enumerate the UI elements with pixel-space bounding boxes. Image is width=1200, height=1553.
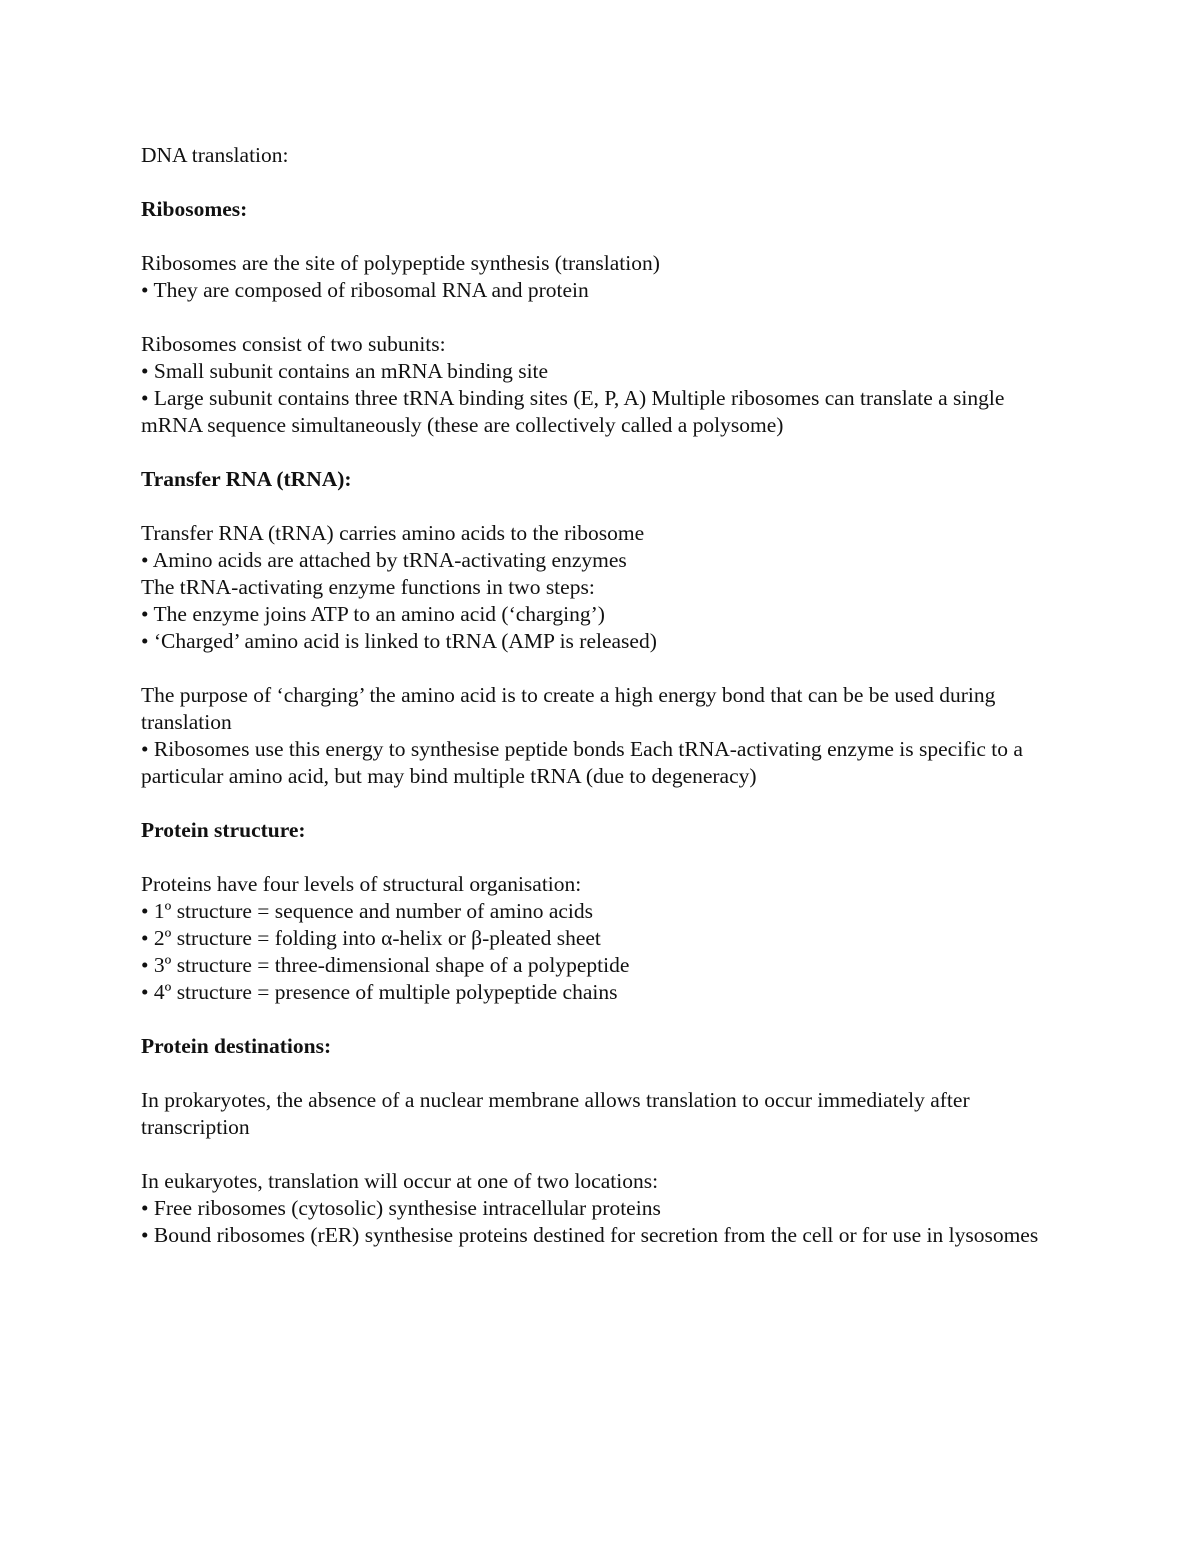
- spacer: [141, 790, 1061, 817]
- bullet-item: • Free ribosomes (cytosolic) synthesise intracellular proteins: [141, 1196, 661, 1220]
- paragraph: Ribosomes are the site of polypeptide synthesis (translation): [141, 251, 660, 275]
- bullet-item: • 3º structure = three-dimensional shape of a polypeptide: [141, 953, 630, 977]
- bullet-item: • Large subunit contains three tRNA binding sites (E, P, A) Multiple ribosomes can translate a single mRNA sequence simultaneously (these are collectively called a polysome): [141, 386, 1005, 437]
- heading-trna: Transfer RNA (tRNA):: [141, 467, 352, 491]
- bullet-item: • Ribosomes use this energy to synthesise peptide bonds Each tRNA-activating enzyme is specific to a particular amino acid, but may bind multiple tRNA (due to degeneracy): [141, 737, 1023, 788]
- document-body: [141, 142, 1061, 1249]
- heading-protein-destinations: Protein destinations:: [141, 1034, 332, 1058]
- spacer: [141, 1141, 1061, 1168]
- bullet-item: • 2º structure = folding into α-helix or β-pleated sheet: [141, 926, 601, 950]
- bullet-item: • Bound ribosomes (rER) synthesise proteins destined for secretion from the cell or for use in lysosomes: [141, 1223, 1039, 1247]
- paragraph: The tRNA-activating enzyme functions in two steps:: [141, 575, 595, 599]
- document-title: DNA translation:: [141, 143, 289, 167]
- bullet-item: • ‘Charged’ amino acid is linked to tRNA (AMP is released): [141, 629, 657, 653]
- paragraph: Ribosomes consist of two subunits:: [141, 332, 446, 356]
- heading-protein-structure: Protein structure:: [141, 818, 306, 842]
- spacer: [141, 655, 1061, 682]
- spacer: [141, 169, 1061, 196]
- spacer: [141, 1006, 1061, 1033]
- bullet-item: • 1º structure = sequence and number of amino acids: [141, 899, 593, 923]
- bullet-item: • Amino acids are attached by tRNA-activating enzymes: [141, 548, 627, 572]
- spacer: [141, 844, 1061, 871]
- paragraph: Transfer RNA (tRNA) carries amino acids to the ribosome: [141, 521, 645, 545]
- spacer: [141, 223, 1061, 250]
- paragraph: In eukaryotes, translation will occur at one of two locations:: [141, 1169, 659, 1193]
- spacer: [141, 304, 1061, 331]
- paragraph: In prokaryotes, the absence of a nuclear membrane allows translation to occur immediately after transcription: [141, 1088, 970, 1139]
- spacer: [141, 493, 1061, 520]
- heading-ribosomes: Ribosomes:: [141, 197, 248, 221]
- bullet-item: • They are composed of ribosomal RNA and protein: [141, 278, 589, 302]
- bullet-item: • 4º structure = presence of multiple polypeptide chains: [141, 980, 618, 1004]
- paragraph: Proteins have four levels of structural organisation:: [141, 872, 582, 896]
- bullet-item: • Small subunit contains an mRNA binding site: [141, 359, 549, 383]
- spacer: [141, 439, 1061, 466]
- spacer: [141, 1060, 1061, 1087]
- bullet-item: • The enzyme joins ATP to an amino acid (‘charging’): [141, 602, 605, 626]
- paragraph: The purpose of ‘charging’ the amino acid is to create a high energy bond that can be be used during translation: [141, 683, 996, 734]
